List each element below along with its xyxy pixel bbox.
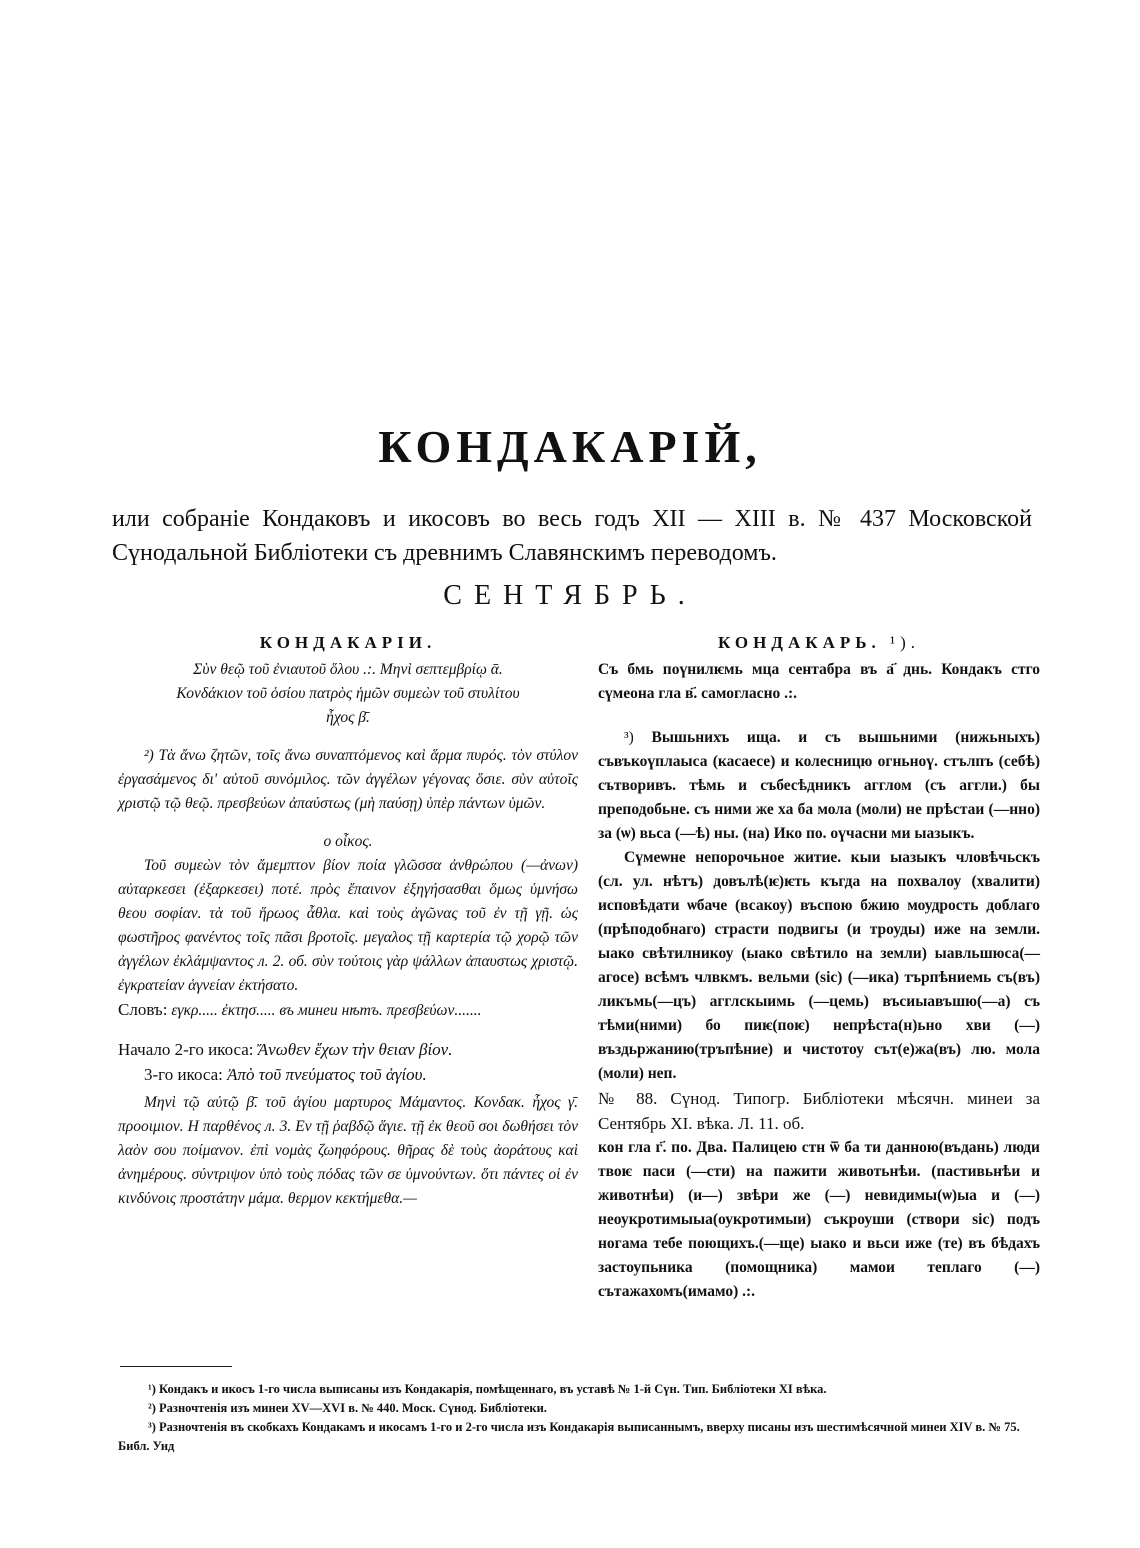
slavonic-source-note: № 88. Сүнод. Типогр. Библіотеки мѣсячн. минеи за Сентябрь XI. вѣка. Л. 11. об. (598, 1089, 1040, 1133)
footnote-divider (120, 1366, 232, 1367)
slavonic-kondak (598, 726, 1040, 846)
footnote-3: ³) Разночтенія въ скобкахъ Кондакамъ и икосамъ 1-го и 2-го числа изъ Кондакарія выписаннымъ, вверху писаны изъ шестимѣсячной минеи XIV в. № 75. Библ. Унд (118, 1420, 1020, 1453)
footnote-1: ¹) Кондакъ и икосъ 1-го числа выписаны изъ Кондакарія, помѣщеннаго, въ уставѣ № 1-й Сүн. Тип. Библіотеки XI вѣка. (148, 1382, 827, 1396)
footnote-2: ²) Разночтенія изъ минеи XV—XVI в. № 440. Моск. Сүнод. Библіотеки. (148, 1401, 547, 1415)
greek-oikos-note-text: εγκρ..... ἐκτησ..... въ минеи нѣтъ. πρεσβεύων....... (171, 1002, 482, 1019)
slavonic-kondak-text: Вышьнихъ ища. и съ вышьними (нижьныхъ) съвъкоүплаыса (касаесе) и колесницю огньноү. стълпъ (себѣ) сътворивъ. тѣмь и събесѣдникъ агглом (съ аггли.) бы преподобьне. съ ними же ха ба мола (моли) не прѣстаи (—нно) за (ѡ) вьса (—ѣ) ны. (на) Ико по. оүчасни ми ыазыкъ. (598, 729, 1041, 842)
slavonic-mamant-text: кон гла г҃. по. Два. Палицею стн ѿ ба ти данною(въдань) люди твоѥ паси (—сти) на пажити животьнѣи. (пастивьнѣи и животнѣи) (и—) звѣри же (—) невидимы(ѡ)ыа и (—) неоукротимыыа(оукротимыи) съкроуши (створи sic) подъ ногама тебе поющихъ.(—ще) ыако и вьси иже (те) въ бѣдахъ застоупьника (помощника) мамои теплаго (—) сътажахомъ(имамо) .:. (598, 1139, 1040, 1300)
greek-oikos-heading: ο οἶκος. (323, 833, 373, 850)
slavonic-column (598, 628, 1040, 1304)
page-title: КОНДАКАРІЙ, (378, 421, 762, 472)
ikos2-line (118, 1037, 578, 1062)
slavonic-heading-text: КОНДАКАРЬ. (717, 633, 881, 652)
greek-oikos-text: Τοῦ συμεὼν τὸν ἄμεμπτον βίον ποία γλῶσσα ἀνθρώπου (—ἀνων) αὐταρκεσει (ἐξαρκεσει) ποτέ. πρὸς ἔπαινον ἐξηγήσασθαι ὅμως ὑμνήσω θεου σοφίαν. τὰ τοῦ ἥρωος ἆθλα. καὶ τοὺς ἀγῶνας τοῦ ἐν τῇ γῇ. ὡς φωστῆρος φανέντος τοῖς πᾶσι βροτοῖς. μεγαλος τῇ καρτερία τῷ χορῷ τῶν ἀγγέλων ἐκλάμψαντος л. 2. об. σὺν τούτοις γὰρ ψάλλων ἀπαυστως χριστῷ. ἐγκρατείαν ἁγνείαν ἐκτήσατο. (118, 857, 578, 994)
slavonic-intro: Съ бмь поүнилѥмь мца сентабра въ а҃ днь. Кондакъ стго сүмеона гла в҃. самогласно .:. (598, 661, 1040, 702)
greek-column (118, 628, 578, 1211)
ikos3-line (118, 1062, 578, 1087)
greek-intro-line2: Κονδάκιον τοῦ ὁσίου πατρὸς ἡμῶν συμεὼν τοῦ στυλίτου (176, 685, 520, 702)
ikos3-label: 3-го икоса: (144, 1065, 223, 1084)
greek-mamant-text: Μηνὶ τῷ αὐτῷ β̄. τοῦ ἁγίου μαρτυρος Μάμαντος. Κονδακ. ἦχος γ̄. προοιμιον. Η παρθένος л. 3. Εν τῇ ῥαβδῷ ἅγιε. τῇ ἐκ θεοῦ σοι δωθήσει τὸν λαὸν σου ποίμανον. ἐπὶ νομὰς ζωηφόρους. θῆρας δὲ τοὺς ἀοράτους καὶ ἀνημέρους. σύντριψον ὑπὸ τοὺς πόδας τῶν σε ὑμνούντων. ὅτι πάντες οἱ ἐν κινδύνοις προστάτην μάμα. θερμον κεκτήμεθα.— (118, 1094, 578, 1207)
greek-intro-line3: ἦχος β̄. (326, 709, 370, 726)
slavonic-oikos-text: Сүмеѡне непорочьное житие. кыи ыазыкъ чловѣчьскъ (сл. ул. нѣтъ) довълѣ(ѥ)ѥть къгда на похвалоу (хвалити) исповѣдати ѡбаче (всакоу) въспою бжию моудрость доблаго (прѣподобнаго) страсти подвигы (и троуды) иже на земли. ыако свѣтилникоу (ыако свѣтило на земли) ыавльшюса(—агосе) всѣмъ члвкмъ. вельми (sic) (—ика) търпѣниемь съ(въ) ликъмь(—цъ) агглскыимь (—цемь) въсиыавъшю(—а) съ тѣми(ними) бо пиѥ(поѥ) непрѣста(н)ьно хви (—) въздьржанию(тръпѣние) и чистотоу сът(е)жа(въ) лю. мола (моли) неп. (598, 849, 1040, 1082)
page-subtitle: или собраніе Кондаковъ и икосовъ во весь годъ XII — XIII в. № 437 Московской Сүнодальной Библіотеки съ древнимъ Славянскимъ переводомъ. (112, 506, 1032, 566)
greek-column-heading: КОНДАКАРІИ. (259, 633, 437, 652)
ikos3-text: Ἀπὸ τοῦ πνεύματος τοῦ ἁγίου. (227, 1065, 427, 1084)
footnote-ref-1: ¹). (890, 633, 921, 652)
footnotes (118, 1380, 1040, 1456)
slavonic-column-heading (598, 628, 1040, 658)
ikos2-text: Ἄνωθεν ἔχων τὴν θειαν βίον. (257, 1040, 453, 1059)
greek-kondak-text: Τὰ ἄνω ζητῶν, τοῖς ἄνω συναπτόμενος καὶ ἅρμα πυρός. τὸν στύλον ἐργασάμενος δι' αὐτοῦ συνόμιλος. τῶν ἀγγέλων γέγονας ὅσιε. σὺν αὐτοῖς χριστῷ τῷ θεῷ. πρεσβεύων ἀπαύστως (μὴ παύσῃ) ὑπὲρ πάντων ὑμῶν. (118, 747, 579, 812)
footnote-ref-3: ³) (624, 729, 634, 746)
ikos2-label: Начало 2-го икоса: (118, 1040, 254, 1059)
greek-oikos-note-label: Словъ: (118, 1000, 168, 1019)
footnote-ref-2: ²) (144, 747, 154, 764)
greek-kondak (118, 744, 578, 816)
month-heading: СЕНТЯБРЬ. (443, 580, 697, 611)
greek-intro-line1: Σὺν θεῷ τοῦ ἐνιαυτοῦ ὅλου .:. Μηνὶ σεπτεμβρίῳ ᾱ. (193, 661, 503, 678)
greek-oikos-note (118, 998, 578, 1023)
